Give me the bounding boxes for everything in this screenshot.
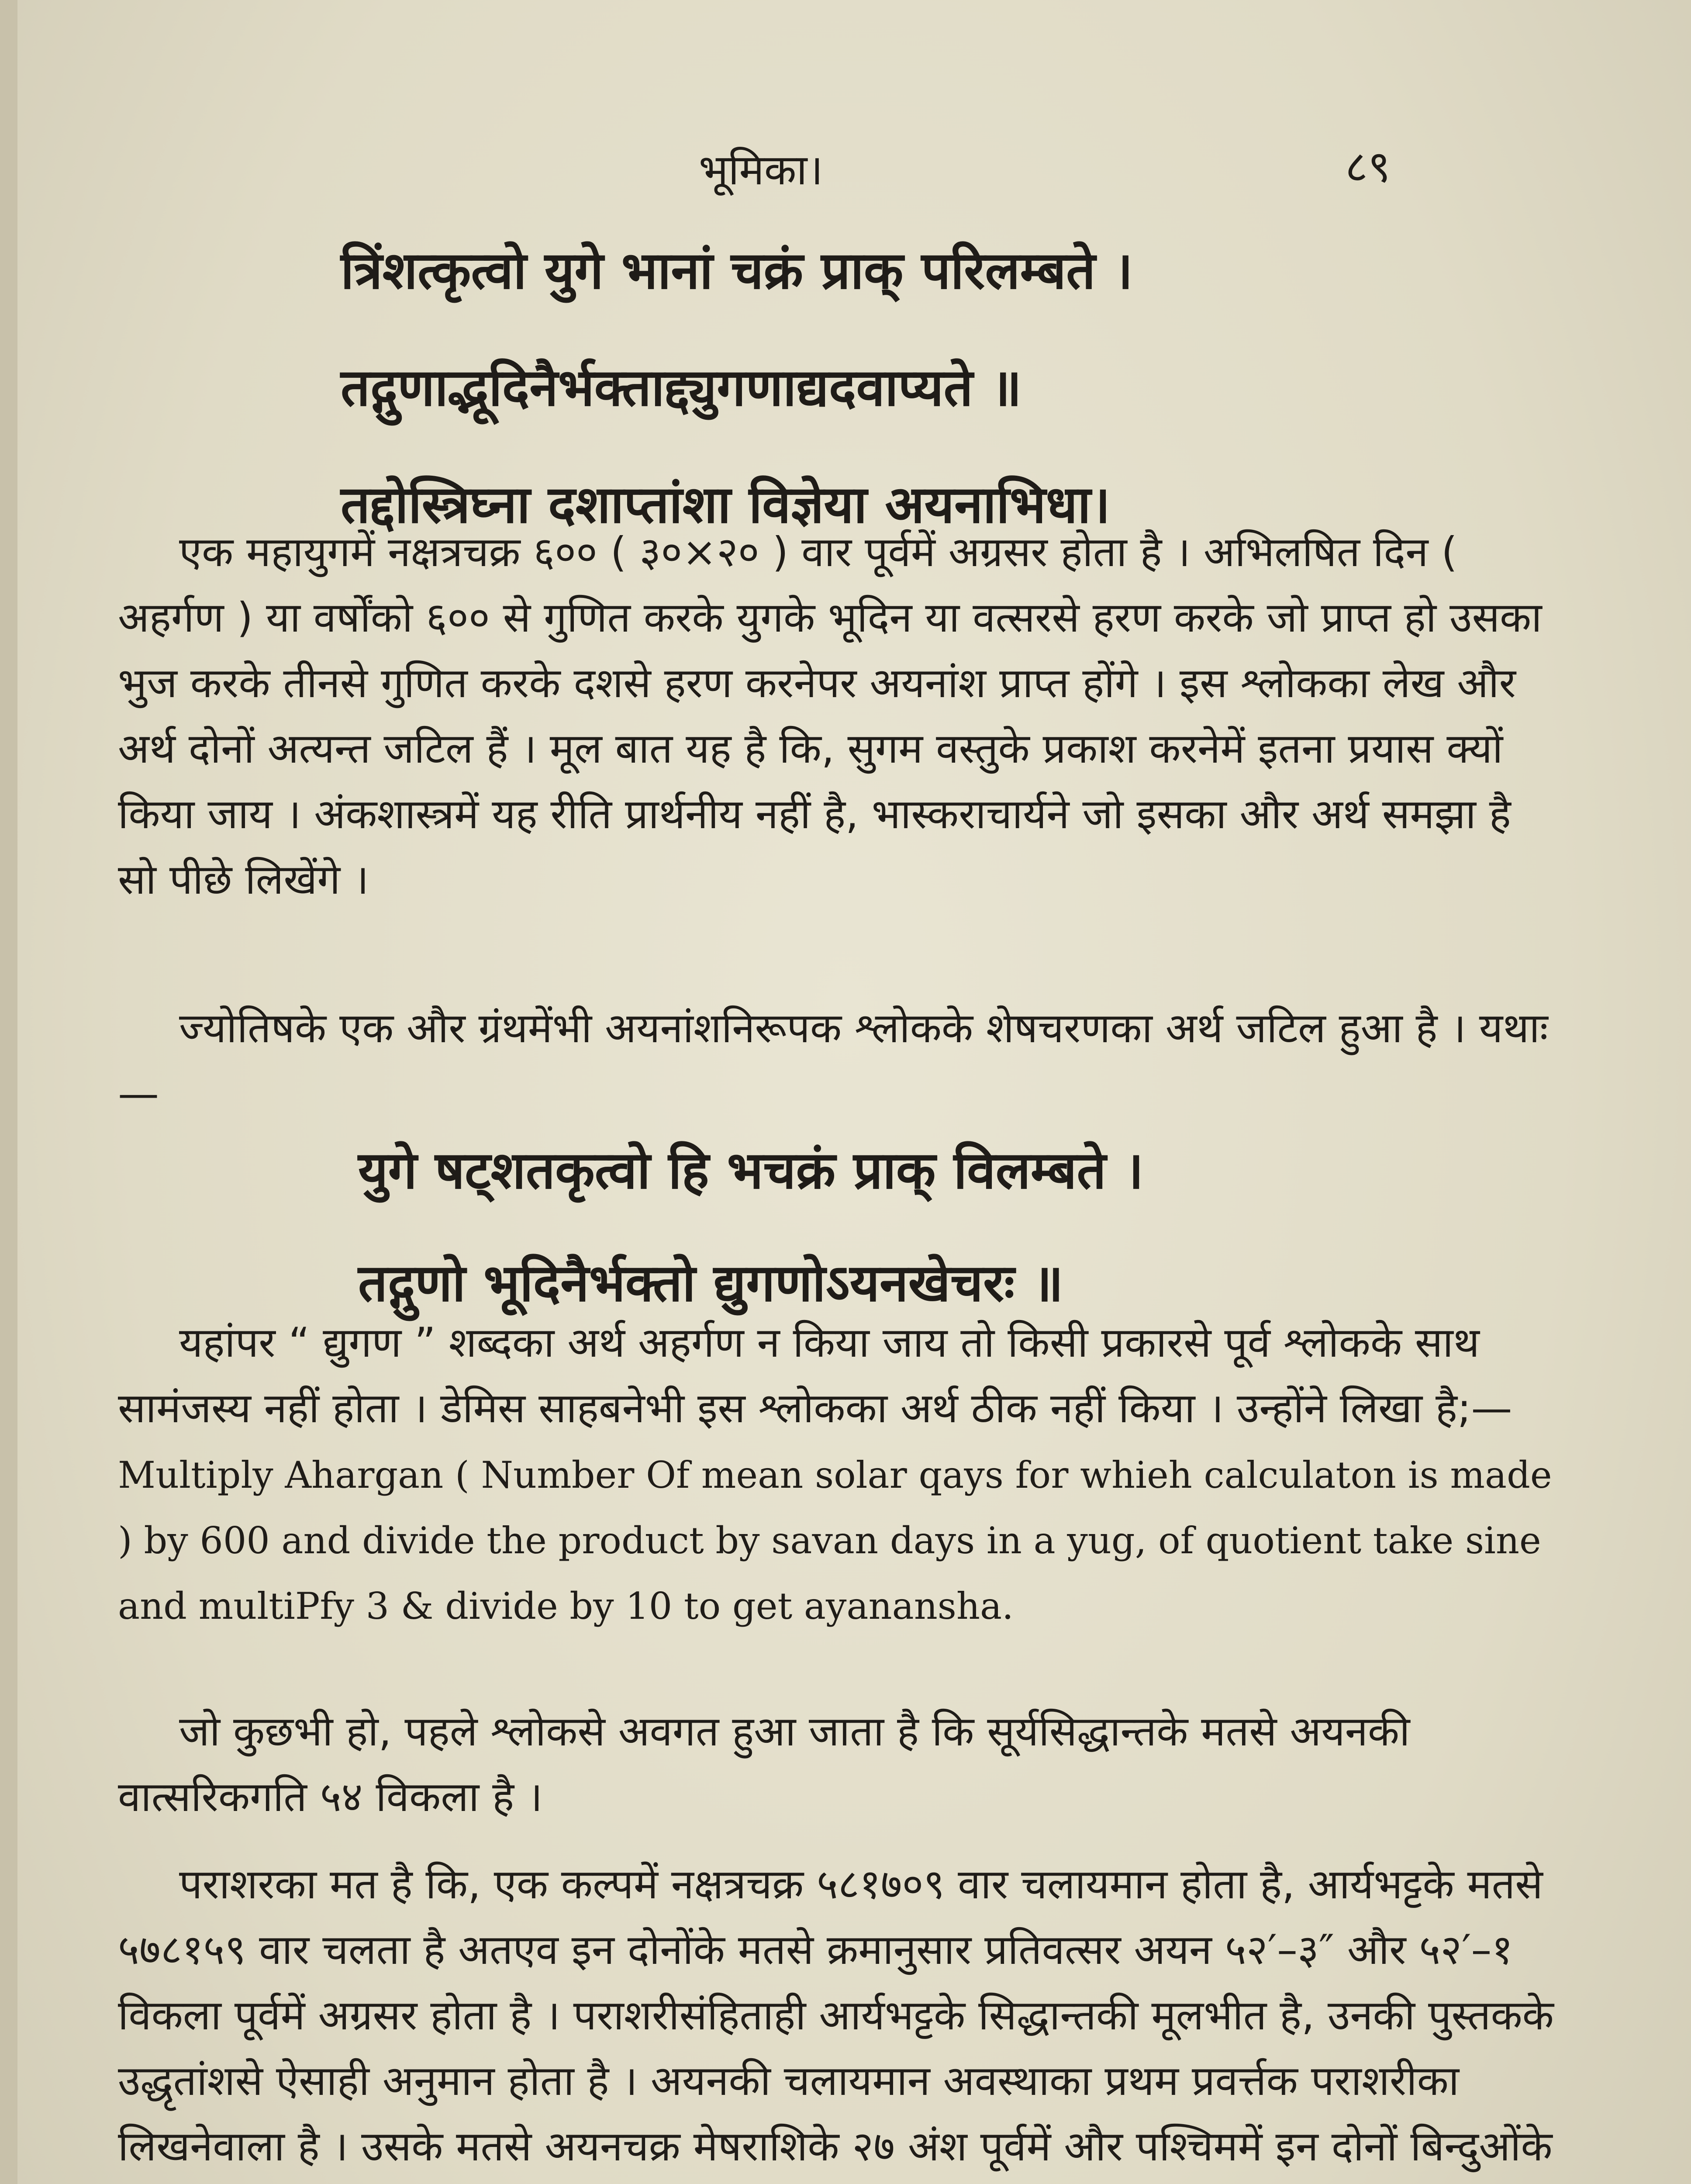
verse-block-1 <box>341 240 1133 535</box>
paragraph-text: ज्योतिषके एक और ग्रंथमेंभी अयनांशनिरूपक श्लोकके शेषचरणका अर्थ जटिल हुआ है । यथाः— <box>118 1005 1548 1118</box>
page-number: ८९ <box>1345 141 1391 192</box>
paragraph-5 <box>118 1852 1559 2184</box>
paragraph-text: एक महायुगमें नक्षत्रचक्र ६०० ( ३०×२० ) वार पूर्वमें अग्रसर होता है । अभिलषित दिन ( अहर्गण ) या वर्षोंको ६०० से गुणित करके युगके भूदिन या वत्सरसे हरण करके जो प्राप्त हो उसका भुज करके तीनसे गुणित करके दशसे हरण करनेपर अयनांश प्राप्त होंगे । इस श्लोकका लेख और अर्थ दोनों अत्यन्त जटिल हैं । मूल बात यह है कि, सुगम वस्तुके प्रकाश करनेमें इतना प्रयास क्यों किया जाय । अंकशास्त्रमें यह रीति प्रार्थनीय नहीं है, भास्कराचार्यने जो इसका और अर्थ समझा है सो पीछे लिखेंगे । <box>118 529 1542 904</box>
page-edge-shadow <box>0 0 17 2184</box>
verse-line: तद्दोस्त्रिघ्ना दशाप्तांशा विज्ञेया अयनाभिधा। <box>341 474 1111 535</box>
verse-line: युगे षट्शतकृत्वो हि भचक्रं प्राक् विलम्बते । <box>358 1140 1144 1200</box>
paragraph-text: पराशरका मत है कि, एक कल्पमें नक्षत्रचक्र ५८१७०९ वार चलायमान होता है, आर्यभट्टके मतसे ५७८१५९ वार चलता है अतएव इन दोनोंके मतसे क्रमानुसार प्रतिवत्सर अयन ५२′–३″ और ५२′–१ विकला पूर्वमें अग्रसर होता है । पराशरीसंहिताही आर्यभट्टके सिद्धान्तकी मूलभीत है, उनकी पुस्तकके उद्धृतांशसे ऐसाही अनुमान होता है । अयनकी चलायमान अवस्थाका प्रथम प्रवर्त्तक पराशरीका लिखनेवाला है । उसके मतसे अयनचक्र मेषराशिके २७ अंश पूर्वमें और पश्चिममें इन दोनों बिन्दुओंके <box>118 1861 1554 2170</box>
paragraph-1 <box>118 520 1559 913</box>
verse-line: त्रिंशत्कृत्वो युगे भानां चक्रं प्राक् परिलम्बते । <box>341 240 1133 301</box>
paragraph-text: जो कुछभी हो, पहले श्लोकसे अवगत हुआ जाता है कि सूर्यसिद्धान्तके मतसे अयनकी वात्सरिकगति ५४ विकला है । <box>118 1708 1410 1821</box>
running-title: भूमिका। <box>699 145 823 194</box>
paragraph-2 <box>118 996 1559 1127</box>
verse-block-2 <box>358 1140 1144 1313</box>
verse-line: तद्गुणाद्भूदिनैर्भक्ताद्द्युगणाद्यदवाप्यते ॥ <box>341 357 1022 418</box>
paragraph-text-mixed <box>118 1310 1559 1638</box>
paragraph-4 <box>118 1699 1559 1830</box>
page-header <box>0 131 1691 201</box>
english-quotation: Multiply Ahargan ( Number Of mean solar qays for whieh calculaton is made ) by 600 and divide the product by savan days in a yug, of quotient take sine and multiPfy 3 & divide by 10 to get ayanansha. <box>118 1454 1552 1628</box>
paragraph-hindi: यहांपर “ द्युगण ” शब्दका अर्थ अहर्गण न किया जाय तो किसी प्रकारसे पूर्व श्लोकके साथ सामंजस्य नहीं होता । डेमिस साहबनेभी इस श्लोकका अर्थ ठीक नहीं किया । उन्होंने लिखा है;— <box>118 1319 1512 1432</box>
verse-line: तद्गुणो भूदिनैर्भक्तो द्युगणोऽयनखेचरः ॥ <box>358 1253 1063 1313</box>
paragraph-3 <box>118 1310 1559 1638</box>
